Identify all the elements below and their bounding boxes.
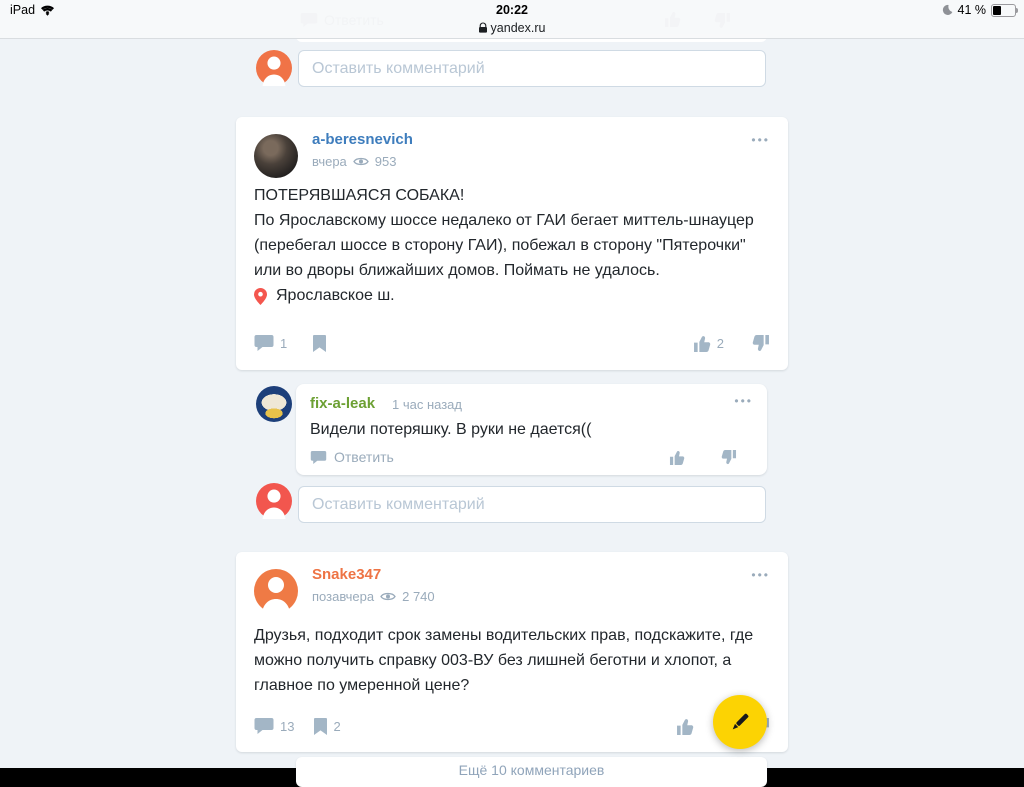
post-dislike-button[interactable] bbox=[752, 335, 770, 352]
views-eye-icon bbox=[353, 156, 369, 167]
post-author-link[interactable]: Snake347 bbox=[312, 566, 382, 583]
comment-author-avatar[interactable] bbox=[256, 386, 292, 422]
post-comments-button[interactable] bbox=[254, 335, 287, 351]
clock: 20:22 bbox=[496, 3, 528, 17]
post-bookmark-button[interactable] bbox=[313, 335, 326, 352]
new-post-fab-button[interactable] bbox=[713, 695, 767, 749]
post-location-label: Ярославское ш. bbox=[276, 287, 395, 304]
post-comments-button[interactable] bbox=[254, 718, 294, 734]
comment-text: Видели потеряшку. В руки не дается(( bbox=[310, 421, 592, 438]
url-bar[interactable] bbox=[0, 19, 1024, 37]
post-location bbox=[254, 287, 395, 305]
battery-icon bbox=[991, 4, 1016, 17]
comment-input[interactable] bbox=[298, 486, 766, 523]
more-comments-card bbox=[296, 757, 767, 787]
post-author-avatar[interactable] bbox=[254, 569, 298, 613]
views-eye-icon bbox=[380, 591, 396, 602]
ios-status-bar bbox=[0, 0, 1024, 20]
do-not-disturb-moon-icon bbox=[941, 4, 953, 16]
post-author-avatar[interactable] bbox=[254, 134, 298, 178]
post-card bbox=[236, 552, 788, 752]
post-title: ПОТЕРЯВШАЯСЯ СОБАКА! bbox=[254, 187, 465, 204]
device-label: iPad bbox=[10, 3, 36, 17]
post-like-button[interactable] bbox=[693, 335, 724, 352]
comment-time: 1 час назад bbox=[392, 397, 462, 412]
post-body: Друзья, подходит срок замены водительских прав, подскажите, где можно получить справку 003-ВУ без лишней беготни и хлопот, а главное по умеренной цене? bbox=[254, 627, 754, 694]
comment-menu-button[interactable]: ••• bbox=[734, 394, 753, 408]
post-author-link[interactable]: a-beresnevich bbox=[312, 131, 413, 148]
post-views: 2 740 bbox=[402, 589, 435, 604]
post-time: позавчера bbox=[312, 589, 375, 604]
post-bookmark-button[interactable] bbox=[314, 718, 340, 735]
comment-like-button[interactable] bbox=[669, 450, 685, 465]
map-pin-icon bbox=[254, 288, 267, 305]
post-card bbox=[236, 117, 788, 370]
post-comments-count: 1 bbox=[280, 335, 288, 351]
post-views: 953 bbox=[374, 154, 397, 169]
my-avatar[interactable] bbox=[256, 50, 292, 86]
post-menu-button[interactable]: ••• bbox=[751, 568, 770, 582]
post-likes-count: 2 bbox=[716, 335, 724, 351]
pencil-icon bbox=[728, 710, 752, 734]
comment-input[interactable] bbox=[298, 50, 766, 87]
my-avatar[interactable] bbox=[256, 483, 292, 519]
battery-percent: 41 % bbox=[957, 3, 986, 17]
url-domain: yandex.ru bbox=[490, 21, 546, 35]
comment-dislike-button[interactable] bbox=[721, 450, 737, 465]
comment-author-link[interactable]: fix-a-leak bbox=[310, 395, 376, 412]
reply-label: Ответить bbox=[334, 449, 394, 465]
post-menu-button[interactable]: ••• bbox=[751, 133, 770, 147]
more-comments-link[interactable]: Ещё 10 комментариев bbox=[458, 762, 605, 778]
post-body: По Ярославскому шоссе недалеко от ГАИ бегает миттель-шнауцер (перебегал шоссе в сторону ГАИ), побежал в сторону "Пятерочки" или во дворы ближайших домов. Поймать не удалось. bbox=[254, 212, 754, 279]
post-comments-count: 13 bbox=[280, 718, 295, 734]
post-like-button[interactable] bbox=[676, 718, 694, 735]
post-time: вчера bbox=[312, 154, 347, 169]
post-bookmarks-count: 2 bbox=[333, 718, 341, 734]
reply-button[interactable] bbox=[310, 449, 394, 465]
comment-card bbox=[296, 384, 767, 475]
safari-top-bar bbox=[0, 0, 1024, 39]
lock-icon bbox=[479, 23, 487, 33]
